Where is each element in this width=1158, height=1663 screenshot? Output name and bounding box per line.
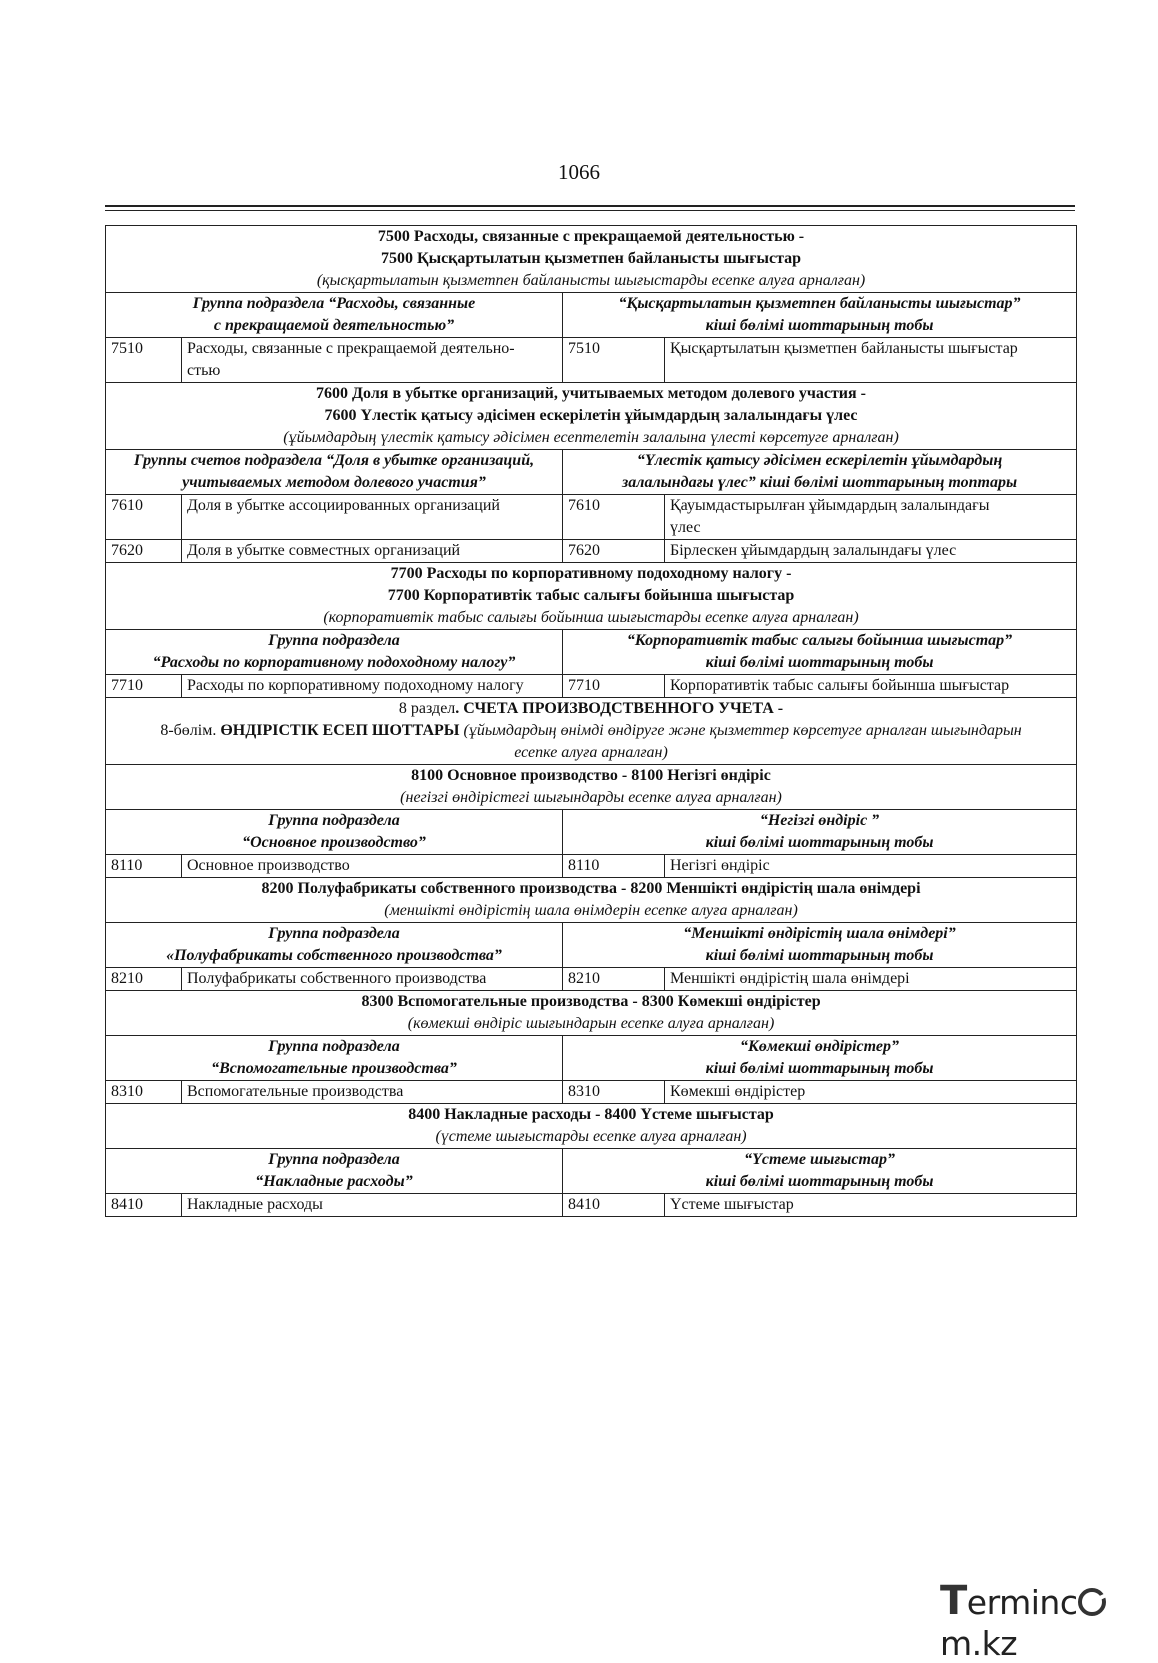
- account-name-line: Расходы по корпоративному подоходному налогу: [187, 677, 524, 694]
- section-note: (негізгі өндірістегі шығындарды есепке алуға арналған): [400, 789, 782, 806]
- account-code-ru: 8210: [106, 968, 182, 991]
- group-header-line: Группа подраздела: [268, 812, 400, 829]
- group-header-line: Группы счетов подраздела “Доля в убытке организаций,: [133, 452, 535, 469]
- group-header-line: кіші бөлімі шоттарының тобы: [705, 654, 934, 671]
- account-code-kz: 8210: [563, 968, 665, 991]
- group-header-line: кіші бөлімі шоттарының тобы: [705, 1060, 934, 1077]
- group-header-ru: [106, 1036, 563, 1081]
- account-name-ru: Полуфабрикаты собственного производства: [182, 968, 563, 991]
- account-code-ru: 7710: [106, 675, 182, 698]
- account-name-ru: Основное производство: [182, 855, 563, 878]
- account-name-line: стью: [187, 362, 221, 379]
- account-code-kz: 8410: [563, 1194, 665, 1217]
- chapter-title-ru: [111, 698, 1071, 720]
- logo-o-icon: [1078, 1588, 1106, 1616]
- account-name-ru: Вспомогательные производства: [182, 1081, 563, 1104]
- group-header-line: учитываемых методом долевого участия”: [182, 474, 486, 491]
- table-row: [106, 338, 1077, 383]
- section-heading: [106, 765, 1077, 810]
- group-header-line: кіші бөлімі шоттарының тобы: [705, 834, 934, 851]
- account-code-kz: 8310: [563, 1081, 665, 1104]
- termincom-logo[interactable]: [940, 1578, 1158, 1663]
- account-name-ru: [182, 495, 563, 540]
- table-row: [106, 1194, 1077, 1217]
- group-header-line: “Корпоративтік табыс салығы бойынша шығыстар”: [626, 632, 1013, 649]
- group-header-ru: [106, 1149, 563, 1194]
- group-header-kz: [563, 450, 1077, 495]
- group-header-row: [106, 630, 1077, 675]
- section-note: (ұйымдардың үлестік қатысу әдісімен есептелетін залалына үлесті көрсетуге арналған): [283, 429, 899, 446]
- group-header-line: “Накладные расходы”: [255, 1173, 413, 1190]
- table-row: [106, 1081, 1077, 1104]
- group-header-ru: [106, 810, 563, 855]
- group-header-kz: [563, 630, 1077, 675]
- group-header-line: “Вспомогательные производства”: [211, 1060, 457, 1077]
- page-number: 1066: [558, 160, 600, 184]
- account-name-ru: [182, 675, 563, 698]
- section-heading: [106, 563, 1077, 630]
- header-rule: [105, 205, 1075, 207]
- account-name-kz: [665, 338, 1077, 383]
- group-header-kz: [563, 1036, 1077, 1081]
- account-name-line: үлес: [670, 519, 701, 536]
- account-code-kz: 8110: [563, 855, 665, 878]
- logo-letter: T: [940, 1578, 967, 1624]
- account-name-line: Қауымдастырылған ұйымдардың залалындағы: [670, 497, 990, 514]
- account-code-ru: 8310: [106, 1081, 182, 1104]
- chapter-title-ru-text: . СЧЕТА ПРОИЗВОДСТВЕННОГО УЧЕТА -: [455, 700, 784, 717]
- section-title: 8200 Полуфабрикаты собственного производства - 8200 Меншікті өндірістің шала өнімдері: [261, 880, 921, 897]
- section-title-kz: 7500 Қысқартылатын қызметпен байланысты шығыстар: [380, 250, 802, 267]
- chapter-heading: [106, 698, 1077, 765]
- table-row: [106, 540, 1077, 563]
- account-name-kz: Үстеме шығыстар: [665, 1194, 1077, 1217]
- account-name-kz: Негізгі өндіріс: [665, 855, 1077, 878]
- section-title: 8100 Основное производство - 8100 Негізгі өндіріс: [411, 767, 771, 784]
- account-code-kz: 7510: [563, 338, 665, 383]
- group-header-line: Группа подраздела: [268, 925, 400, 942]
- group-header-line: кіші бөлімі шоттарының тобы: [705, 1173, 934, 1190]
- table-row: [106, 968, 1077, 991]
- group-header-line: Группа подраздела: [268, 1151, 400, 1168]
- chapter-note-cont: есепке алуға арналған): [514, 744, 668, 761]
- group-header-kz: [563, 293, 1077, 338]
- group-header-ru: [106, 630, 563, 675]
- group-header-line: “Расходы по корпоративному подоходному налогу”: [152, 654, 516, 671]
- account-name-line: Доля в убытке ассоциированных организаций: [187, 497, 500, 514]
- section-note: (корпоративтік табыс салығы бойынша шығыстарды есепке алуға арналған): [323, 609, 859, 626]
- section-heading: [106, 1104, 1077, 1149]
- group-header-line: Группа подраздела: [268, 1038, 400, 1055]
- section-title-ru: 7500 Расходы, связанные с прекращаемой деятельностью -: [377, 228, 805, 245]
- group-header-line: “Үлестік қатысу әдісімен ескерілетін ұйымдардың: [636, 452, 1003, 469]
- account-name-line: Расходы, связанные с прекращаемой деятельно-: [187, 340, 515, 357]
- account-code-kz: 7610: [563, 495, 665, 540]
- account-name-kz: [665, 540, 1077, 563]
- header-rule-thin: [105, 210, 1075, 211]
- account-code-ru: 8410: [106, 1194, 182, 1217]
- section-title-ru: 7600 Доля в убытке организаций, учитываемых методом долевого участия -: [316, 385, 866, 402]
- group-header-line: “Основное производство”: [242, 834, 426, 851]
- account-name-kz: [665, 495, 1077, 540]
- logo-text-2: m.kz: [940, 1624, 1018, 1663]
- group-header-line: “Үстеме шығыстар”: [744, 1151, 895, 1168]
- table-row: [106, 855, 1077, 878]
- chapter-title-kz-text: ӨНДІРІСТІК ЕСЕП ШОТТАРЫ: [220, 722, 460, 739]
- section-heading: [106, 226, 1077, 293]
- group-header-kz: [563, 810, 1077, 855]
- account-code-ru: 7510: [106, 338, 182, 383]
- table-row: [106, 495, 1077, 540]
- group-header-ru: [106, 450, 563, 495]
- account-code-kz: 7710: [563, 675, 665, 698]
- section-title-ru: 7700 Расходы по корпоративному подоходному налогу -: [390, 565, 792, 582]
- section-note: (көмекші өндіріс шығындарын есепке алуға арналған): [407, 1015, 775, 1032]
- account-name-ru: Накладные расходы: [182, 1194, 563, 1217]
- account-name-line: Корпоративтік табыс салығы бойынша шығыстар: [670, 677, 1010, 694]
- group-header-kz: [563, 1149, 1077, 1194]
- group-header-line: «Полуфабрикаты собственного производства”: [166, 947, 502, 964]
- account-table: [105, 225, 1077, 1217]
- account-name-line: Доля в убытке совместных организаций: [187, 542, 461, 559]
- group-header-line: “Қысқартылатын қызметпен байланысты шығыстар”: [618, 295, 1021, 312]
- group-header-row: [106, 1149, 1077, 1194]
- group-header-line: кіші бөлімі шоттарының тобы: [705, 317, 934, 334]
- group-header-row: [106, 1036, 1077, 1081]
- account-name-kz: [665, 675, 1077, 698]
- group-header-kz: [563, 923, 1077, 968]
- account-name-line: Қысқартылатын қызметпен байланысты шығыстар: [670, 340, 1018, 357]
- group-header-ru: [106, 923, 563, 968]
- group-header-line: Группа подраздела: [268, 632, 400, 649]
- section-heading: [106, 991, 1077, 1036]
- section-note: (үстеме шығыстарды есепке алуға арналған): [435, 1128, 747, 1145]
- group-header-row: [106, 293, 1077, 338]
- section-title: 8300 Вспомогательные производства - 8300 Көмекші өндірістер: [361, 993, 821, 1010]
- group-header-line: залалындағы үлес” кіші бөлімі шоттарының топтары: [622, 474, 1018, 491]
- section-note: (меншікті өндірістің шала өнімдерін есепке алуға арналған): [384, 902, 798, 919]
- account-code-ru: 7610: [106, 495, 182, 540]
- group-header-row: [106, 923, 1077, 968]
- group-header-line: “Көмекші өндірістер”: [740, 1038, 899, 1055]
- section-title: 8400 Накладные расходы - 8400 Үстеме шығыстар: [408, 1106, 774, 1123]
- account-code-ru: 7620: [106, 540, 182, 563]
- group-header-line: “Меншікті өндірістің шала өнімдері”: [683, 925, 956, 942]
- chapter-title-kz: [111, 720, 1071, 742]
- account-code-kz: 7620: [563, 540, 665, 563]
- group-header-row: [106, 810, 1077, 855]
- section-heading: [106, 383, 1077, 450]
- account-name-kz: Көмекші өндірістер: [665, 1081, 1077, 1104]
- table-row: [106, 675, 1077, 698]
- section-title-kz: 7700 Корпоративтік табыс салығы бойынша шығыстар: [387, 587, 795, 604]
- logo-text-1: erminc: [966, 1583, 1078, 1622]
- account-name-kz: Меншікті өндірістің шала өнімдері: [665, 968, 1077, 991]
- section-note: (қысқартылатын қызметпен байланысты шығыстарды есепке алуға арналған): [316, 272, 866, 289]
- account-name-ru: [182, 338, 563, 383]
- section-heading: [106, 878, 1077, 923]
- account-name-line: Бірлескен ұйымдардың залалындағы үлес: [670, 542, 957, 559]
- group-header-line: кіші бөлімі шоттарының тобы: [705, 947, 934, 964]
- group-header-line: Группа подраздела “Расходы, связанные: [192, 295, 476, 312]
- chapter-prefix-kz: 8-бөлім.: [160, 722, 221, 739]
- account-name-ru: [182, 540, 563, 563]
- section-title-kz: 7600 Үлестік қатысу әдісімен ескерілетін ұйымдардың залалындағы үлес: [324, 407, 858, 424]
- chapter-prefix-ru: 8 раздел: [398, 700, 456, 717]
- group-header-line: “Негізгі өндіріс ”: [759, 812, 880, 829]
- group-header-line: с прекращаемой деятельностью”: [213, 317, 455, 334]
- account-code-ru: 8110: [106, 855, 182, 878]
- chapter-note: (ұйымдардың өнімді өндіруге және қызметтер көрсетуге арналған шығындарын: [459, 722, 1022, 739]
- group-header-ru: [106, 293, 563, 338]
- group-header-row: [106, 450, 1077, 495]
